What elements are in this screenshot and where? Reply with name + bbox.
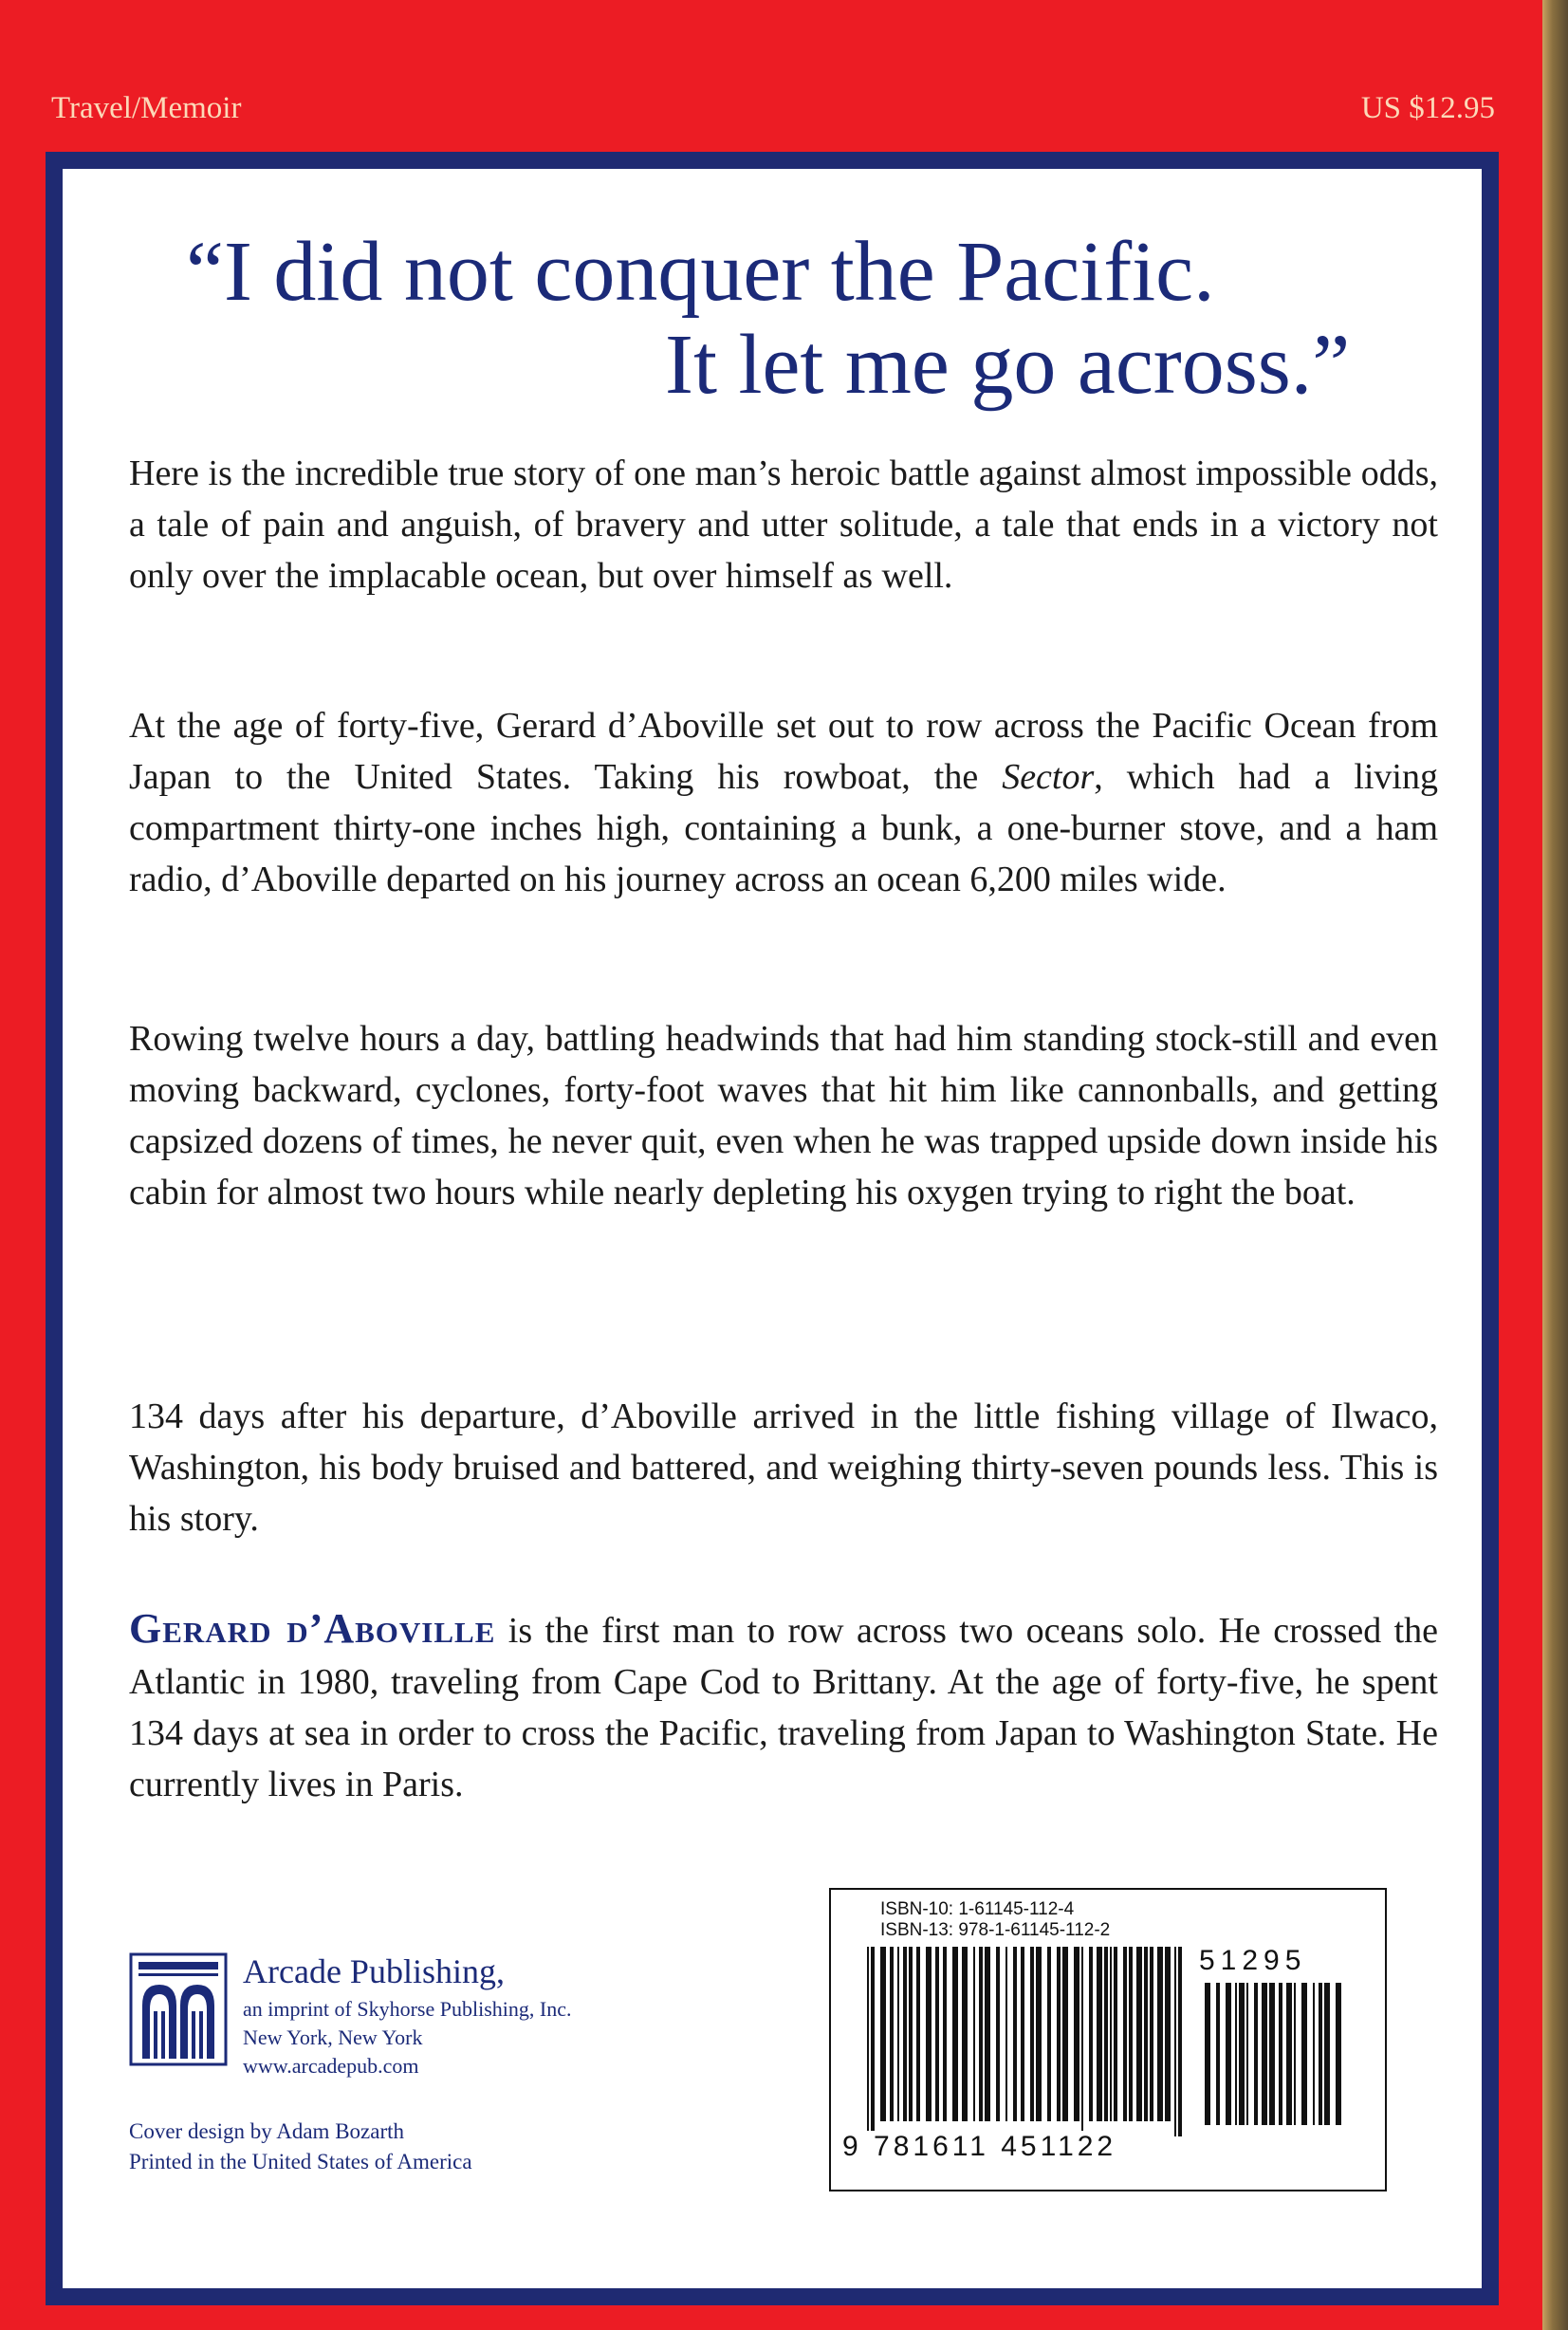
barcode-bar	[1062, 1947, 1068, 2121]
publisher-city: New York, New York	[243, 2025, 423, 2049]
barcode-bar	[1144, 1947, 1148, 2121]
barcode-bar	[871, 1947, 875, 2136]
isbn-barcode-bars	[863, 1947, 1186, 2136]
barcode-bar	[1136, 1947, 1142, 2121]
boat-name: Sector	[1002, 757, 1095, 797]
barcode-bar	[1174, 1947, 1176, 2136]
pull-quote	[186, 226, 1438, 412]
barcode-bar	[1036, 1947, 1042, 2121]
arcade-arches-icon	[129, 1952, 228, 2066]
barcode-bar	[1313, 1983, 1315, 2125]
barcode-bar	[1081, 1947, 1083, 2136]
cover-panel-border	[46, 152, 1499, 2305]
barcode-bar	[962, 1947, 968, 2121]
isbn-10: ISBN-10: 1-61145-112-4	[880, 1899, 1075, 1919]
barcode-bar	[935, 1947, 939, 2121]
barcode-bar	[1254, 1983, 1258, 2125]
barcode-bar	[1110, 1947, 1112, 2121]
barcode-bar	[890, 1947, 894, 2121]
cover-panel	[63, 169, 1482, 2288]
description-paragraph-4: 134 days after his departure, d’Aboville arrived in the little fishing village of Ilwaco, Washington, his body bruised and battered, and weighing thirty-seven pounds less. This is his story.	[129, 1396, 1438, 1539]
barcode-bar	[985, 1947, 990, 2121]
barcode-bar	[1150, 1947, 1153, 2121]
barcode-bar	[996, 1947, 1000, 2121]
barcode-bar	[1319, 1983, 1322, 2125]
description-paragraph-2-start: At the age of forty-five, Gerard d’Aboville set out to row across the Pacific Ocean from Japan to the United States. Taking his rowboat, the	[129, 706, 1438, 797]
barcode-bar	[1262, 1983, 1267, 2125]
barcode-bar	[952, 1947, 958, 2121]
description-paragraph-3: Rowing twelve hours a day, battling headwinds that had him standing stock-still and even moving backward, cyclones, forty-foot waves that hit him like cannonballs, and getting capsized dozens of times, he never quit, even when he was trapped upside down inside his cabin for almost two hours while nearly depleting his oxygen trying to right the boat.	[129, 1019, 1438, 1212]
barcode-bar	[1123, 1947, 1127, 2121]
author-bio-text: is the first man to row across two oceans solo. He crossed the Atlantic in 1980, traveling from Cape Cod to Brittany. At the age of forty-five, he spent 134 days at sea in order to cross the Pacific, traveling from Japan to Washington State. He currently lives in Paris.	[129, 1611, 1438, 1804]
barcode-bar	[1286, 1983, 1292, 2125]
barcode-bar	[1301, 1983, 1307, 2125]
barcode-bar	[1097, 1947, 1102, 2121]
barcode-bar	[916, 1947, 920, 2121]
barcode-bar	[897, 1947, 899, 2121]
spine-edge	[1542, 0, 1568, 2330]
barcode-bar	[1324, 1983, 1330, 2125]
barcode-bar	[1013, 1947, 1017, 2121]
barcode-bar	[1089, 1947, 1093, 2121]
description-paragraph-2	[129, 700, 1438, 905]
publisher-name: Arcade Publishing,	[243, 1952, 505, 1990]
pull-quote-line-1: “I did not conquer the Pacific.	[186, 225, 1215, 319]
barcode-bar	[1165, 1947, 1171, 2121]
barcode-bar	[1005, 1947, 1007, 2121]
barcode-bar	[1239, 1983, 1245, 2125]
barcode-bar	[1104, 1947, 1108, 2121]
pull-quote-line-2: It let me go across.”	[665, 318, 1351, 412]
barcode-bar	[1074, 1947, 1079, 2121]
barcode-bar	[1246, 1983, 1248, 2125]
barcode-bar	[1021, 1947, 1024, 2121]
barcode-bar	[1157, 1947, 1163, 2121]
printed-in-credit: Printed in the United States of America	[129, 2150, 472, 2173]
barcode-bar	[973, 1947, 975, 2121]
cover-design-credit: Cover design by Adam Bozarth	[129, 2119, 405, 2143]
barcode-bar	[943, 1947, 947, 2121]
barcode-bar	[1336, 1983, 1341, 2125]
barcode-bar	[867, 1947, 869, 2136]
barcode-bar	[1269, 1983, 1275, 2125]
barcode-digits: 9 781611 451122	[842, 2131, 1117, 2162]
barcode-bar	[1047, 1947, 1051, 2121]
barcode-bar	[1279, 1983, 1282, 2125]
price-barcode-bars	[1201, 1983, 1343, 2125]
barcode-bar	[1294, 1983, 1296, 2125]
description-paragraph-1: Here is the incredible true story of one man’s heroic battle against almost impossible odds, a tale of pain and anguish, of bravery and utter solitude, a tale that ends in a victory not only over the implacable ocean, but over himself as well.	[129, 453, 1438, 596]
author-name: Gerard d’Aboville	[129, 1605, 496, 1652]
author-bio	[129, 1603, 1438, 1810]
description-paragraph-2-end: , which had a living compartment thirty-one inches high, containing a bunk, a one-burner stove, and a ham radio, d’Aboville departed on his journey across an ocean 6,200 miles wide.	[129, 757, 1438, 899]
barcode-bar	[903, 1947, 907, 2121]
barcode-bar	[1114, 1947, 1117, 2121]
barcode-bar	[1129, 1947, 1133, 2121]
barcode-bar	[1235, 1983, 1237, 2125]
price-label: US $12.95	[1360, 91, 1495, 125]
barcode-bar	[1057, 1947, 1061, 2121]
barcode-bar	[880, 1947, 886, 2121]
barcode-bar	[1216, 1983, 1220, 2125]
isbn-13: ISBN-13: 978-1-61145-112-2	[880, 1920, 1111, 1940]
barcode-bar	[1226, 1983, 1231, 2125]
barcode-bar	[979, 1947, 983, 2121]
publisher-imprint: an imprint of Skyhorse Publishing, Inc.	[243, 1997, 572, 2021]
barcode-bar	[926, 1947, 932, 2121]
isbn-barcode-box	[829, 1888, 1387, 2191]
barcode-bar	[1178, 1947, 1182, 2136]
barcode-bar	[1205, 1983, 1210, 2125]
barcode-bar	[1030, 1947, 1034, 2121]
barcode-bar	[909, 1947, 913, 2121]
category-label: Travel/Memoir	[51, 91, 242, 125]
price-code: 51295	[1199, 1945, 1307, 1976]
publisher-website: www.arcadepub.com	[243, 2054, 419, 2078]
